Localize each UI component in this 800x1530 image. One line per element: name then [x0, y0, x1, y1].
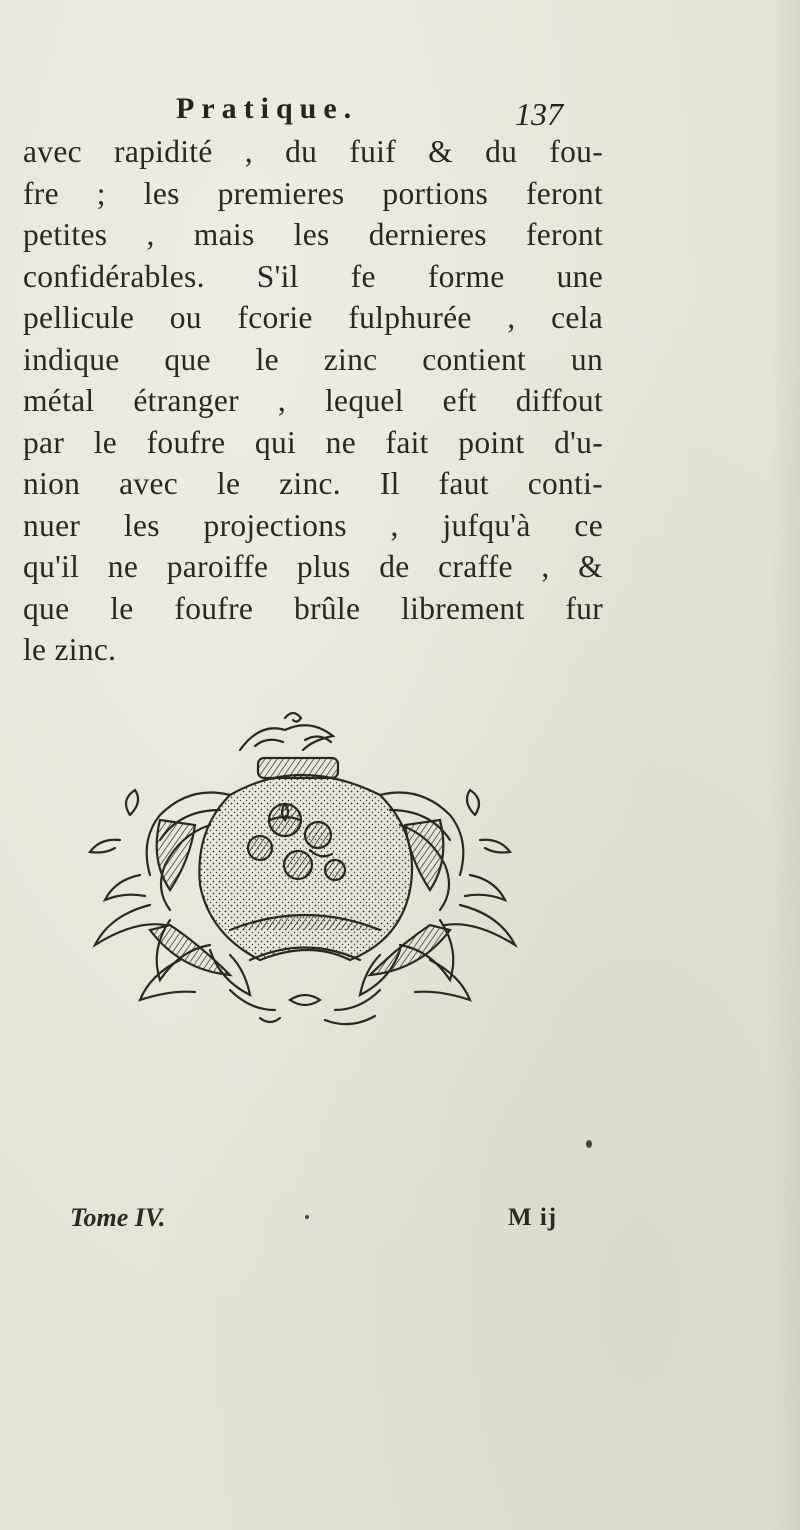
page-number: 137	[515, 96, 563, 132]
text-line: nion avec le zinc. Il faut conti-	[23, 466, 603, 501]
text-line: qu'il ne paroiffe plus de craffe , &	[23, 549, 603, 584]
text-line: par le foufre qui ne fait point d'u-	[23, 424, 603, 460]
text-line: indique que le zinc contient un	[23, 341, 603, 377]
text-line: pellicule ou fcorie fulphurée , cela	[23, 300, 603, 335]
page-edge-shadow	[770, 0, 800, 1530]
volume-signature: Tome IV.	[70, 1203, 166, 1232]
gathering-signature: M ij	[508, 1204, 558, 1231]
text-line: que le foufre brûle librement fur	[23, 590, 603, 626]
ink-speck	[586, 1140, 592, 1148]
text-line: fre ; les premieres portions feront	[23, 175, 603, 211]
text-line: nuer les projections , jufqu'à ce	[23, 507, 603, 543]
floral-vignette-icon	[80, 700, 520, 1050]
text-line: petites , mais les dernieres feront	[23, 217, 603, 252]
text-line: le zinc.	[23, 632, 117, 667]
text-line: confidérables. S'il fe forme une	[23, 258, 603, 294]
running-head-title: Pratique.	[176, 92, 359, 125]
text-line: métal étranger , lequel eft diffout	[23, 383, 603, 418]
body-text	[23, 131, 603, 671]
text-line: avec rapidité , du fuif & du fou-	[23, 134, 603, 169]
ink-speck	[305, 1215, 309, 1219]
